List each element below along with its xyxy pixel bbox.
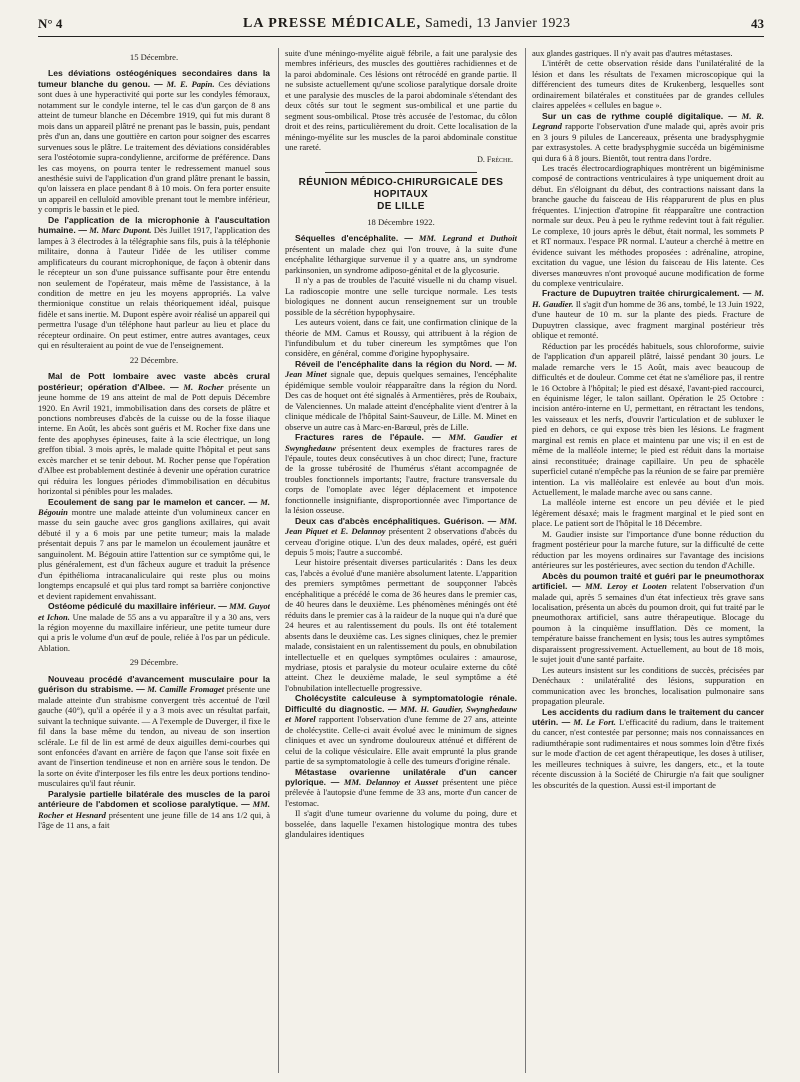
article-title: Réveil de l'encéphalite dans la région du Nord. —	[295, 358, 505, 369]
article-body: Ces déviations sont dues à une hyperactivité qui porte sur les condyles fémoraux, notamment sur le condyle interne, tel le cas d'un garçon de 8 ans atteint de tumeur blanche en Décembre 1919, qui fut mis durant 8 mois dans un appareil plâtré ne prenant pas le bassin, puis, pendant près d'un an, dans une gouttière en carton pour soigner des escarres survenues sous le plâtre. Le traitement des déviations considérables sera l'ostéotomie supra-condylienne, arciforme de préférence. Dans les cas moyens, on pourra tenter le redressement manuel sous anesthésie suivi de l'application d'un grand plâtre prenant le bassin, qu'on laissera en place pendant 8 à 10 mois. On fera porter ensuite un appareil en celluloïd amovible prenant tout le membre inférieur, y compris le bassin et le pied.	[38, 78, 270, 215]
session-date: 15 Décembre.	[129, 52, 179, 62]
column-3	[525, 48, 764, 1073]
article-title: Mal de Pott lombaire avec vaste abcès crural postérieur; opération d'Albee. —	[38, 371, 270, 392]
article-title: Deux cas d'abcès encéphalitiques. Guérison. —	[295, 515, 497, 526]
article-body: Il n'y a pas de troubles de l'acuité visuelle ni du champ visuel. La radioscopie montre une selle turcique normale. Les tests biologiques ne donnent aucun renseignement sur un trouble possible de la sécrétion hypophysaire.	[285, 275, 517, 317]
article-paragraph	[532, 288, 764, 340]
section-heading-line: DE LILLE	[377, 200, 425, 212]
article-body: Il s'agit d'un homme de 36 ans, tombé, le 13 Juin 1922, d'une hauteur de 10 m. sur la plante des pieds. Fracture de Dupuytren classique, avec fragment marginal postérieur très oblique et remonté.	[532, 298, 764, 341]
article-title: Paralysie partielle bilatérale des muscles de la paroi antérieure de l'abdomen et scoliose paralytique. —	[38, 788, 270, 810]
article-author: MM. Rocher et Hesnard	[38, 799, 270, 820]
section-heading-line: RÉUNION MÉDICO-CHIRURGICALE DES HOPITAUX	[298, 176, 504, 200]
article-title: Ostéome pédiculé du maxillaire inférieur. —	[48, 601, 227, 612]
article-body: présente une malade atteinte d'un strabisme convergent très accentué de l'œil gauche (40°), qu'il a opérée il y a 3 mois avec un résultat parfait, suivant la technique suivante. — A l'exemple de Duverger, il fixe le fil dans la base même du tendon, au niveau de son insertion sclérale. Le fil de lin est armé de deux aiguilles demi-courbes qui sont enfoncées d'avant en arrière de façon que l'anse soit fixée en avant de l'insertion tendineuse et non en arrière sous le tendon. De la sorte on évite d'interposer les fils entre les deux portions tendino-musculaires qu'il faut réunir.	[38, 684, 270, 789]
article-title: Nouveau procédé d'avancement musculaire pour la guérison du strabisme. —	[38, 673, 270, 695]
article-body: relatent l'observation d'un malade qui, après 5 semaines d'un état infectieux très grave sans localisation, présenta un abcès du poumon droit, qui fut traité par le pneumothorax artificiel, sans autre thérapeutique. Blocage du poumon à la cinquième insufflation. Dès ce moment, la température baisse franchement en lysis; tous les autres symptômes disparaissent progressivement. Actuellement, au bout de 18 mois, le sujet jouit d'une santé parfaite.	[532, 581, 764, 665]
article-author: MM. Leroy et Looten	[585, 581, 667, 592]
article-paragraph	[38, 789, 270, 831]
article-author: M. Marc Dupont.	[89, 225, 152, 236]
article-paragraph	[38, 371, 270, 496]
article-body: Réduction par les procédés habituels, sous chloroforme, suivie de l'application d'un appareil plâtré, laissé pendant 30 jours. Le malade remarche vers le 15 Août, mais avec beaucoup de difficultés et de douleur. Comme cet état ne s'améliore pas, il rentre le 16 Octobre à l'hôpital; le pied est désaxé, l'avant-pied raccourci, en équinisme léger, le talon saillant. Opération le 25 Octobre : incision antéro-interne en U, permettant, en rétractant les tendons, les vaisseaux et les nerfs, d'ouvrir l'articulation et de subluxer le pied en dehors, ce qui expose très bien les lésions. Le fragment marginal est remis en place et maintenu par une vis; il en est de même de la malléole interne; le pied est réduit dans la mortaise ainsi reconstituée; drainage capillaire. Un peu de sphacèle superficiel cutané n'empêche pas la réunion de se faire par première intention. La vis malléolaire est enlevée au bout d'un mois. Actuellement, le malade marche avec ou sans canne.	[532, 340, 764, 498]
divider	[325, 172, 477, 173]
article-author: MM. Guyot et Ichon.	[38, 601, 270, 622]
article-author: M. R. Legrand	[532, 110, 764, 132]
article-paragraph	[38, 68, 270, 214]
journal-name: LA PRESSE MÉDICALE,	[243, 16, 422, 31]
article-body: Les auteurs insistent sur les conditions de succès, précisées par Denéchaux : unilatéralité des lésions, suppuration en communication avec les bronches, localisation pulmonaire sans propagation pleurale.	[532, 664, 764, 707]
article-author: MM. Delannoy et Ausset	[343, 777, 439, 787]
article-paragraph	[285, 516, 517, 558]
article-author: M. E. Papin.	[166, 78, 215, 89]
article-body: suite d'une méningo-myélite aiguë fébrile, a fait une paralysie des membres inférieurs, des muscles des gouttières rachidiennes et de la paroi abdominale. Ces lésions ont rétrocédé en grande partie. Il ne subsiste actuellement qu'une scoliose paralytique dorsale droite et une paralysie des muscles de la paroi abdominale s'étendant des deux côtés sur tout le segment sus-ombilical et une partie du segment sous-ombilical. Ptose très accusée de l'estomac, du côlon droit et des reins, particulièrement du droit. Cette localisation de la méningo-myélite sur les muscles de la paroi abdominale constitue une rareté.	[285, 48, 517, 153]
article-paragraph	[38, 674, 270, 789]
article-body: aux glandes gastriques. Il n'y avait pas d'autres métastases.	[532, 48, 733, 58]
article-paragraph	[38, 497, 270, 602]
article-body: Une malade de 55 ans a vu apparaître il y a 30 ans, vers la région moyenne du maxillaire inférieur, une petite tumeur dure qui a pris le volume d'un œuf de poule, reliée à l'os par un pédicule. Ablation.	[38, 611, 270, 653]
article-author: MM. Jean Piquet et E. Delannoy	[285, 515, 517, 537]
article-title: Séquelles d'encéphalite. —	[295, 233, 413, 244]
article-body: présentent une jeune fille de 14 ans 1/2 qui, à l'âge de 11 ans, a fait	[38, 809, 270, 831]
section-heading	[285, 177, 517, 213]
article-body: Dès Juillet 1917, l'application des lampes à 3 électrodes à la télégraphie sans fils, puis à la téléphonie militaire, donna à l'auteur l'idée de les utiliser comme amplificateurs du courant microphonique, de façon à obtenir dans le récepteur un son d'une puissance suffisante pour être entendu non seulement de l'opérateur, mais même de l'assistance, à la condition de mettre en jeu les moyens appropriés. La valve thermionique constitue un relais théoriquement idéal, puisque fidèle et sans inertie. M. Dupont espère avoir réalisé un appareil qui permettra l'usage d'un téléphone haut parleur au lieu et place du récepteur ordinaire. On peut estimer, entre autres avantages, ceux qui en résulteraient au point de vue de l'enseignement.	[38, 225, 270, 351]
article-paragraph	[532, 571, 764, 665]
article-body: présentent une pièce prélevée à l'autopsie d'une femme de 33 ans, morte d'un cancer de l'estomac.	[285, 777, 517, 808]
article-body: présentent 2 observations d'abcès du cerveau d'origine otique. L'un des deux malades, opéré, est guéri depuis 5 mois; l'autre a succombé.	[285, 526, 517, 558]
article-body: présentent deux exemples de fractures rares de l'épaule, toutes deux consécutives à un choc direct; l'une, fracture de la grosse tubérosité de l'humérus s'étant accompagnée de troubles fonctionnels importants; l'autre, fracture transversale du corps de l'omoplate avec léger déplacement et impotence fonctionnelle insignifiante, disproportionnée avec l'importance de la lésion osseuse.	[285, 442, 517, 516]
signature: D. Fréche.	[477, 154, 513, 164]
article-paragraph	[532, 707, 764, 791]
article-body: Les auteurs voient, dans ce fait, une confirmation clinique de la théorie de MM. Camus et Roussy, qui attribuent à la région de l'infundibulum et du tuber cinereum les symptômes que l'on considère, en général, comme d'origine hypophysaire.	[285, 317, 517, 359]
article-author: M. Camille Fromaget	[147, 684, 225, 695]
article-author: M. Le Fort.	[573, 717, 616, 727]
article-body: L'efficacité du radium, dans le traitement du cancer, n'est contestée par personne; mais nos connaissances en radiumthérapie sont rudimentaires et nous sommes loin d'être fixés sur le mode d'action de cet agent thérapeutique, les doses à utiliser, les meilleures techniques à suivre, les dangers, etc., et la toute récente discussion à la Société de Chirurgie n'a fait que souligner les obscurités de la question. Aussi est-il important de	[532, 717, 764, 790]
article-author: M. Bégouin	[38, 496, 270, 518]
article-title: Métastase ovarienne unilatérale d'un cancer pylorique. —	[285, 766, 517, 787]
article-author: M. Jean Minet	[285, 358, 517, 380]
article-paragraph	[285, 693, 517, 766]
journal-title	[243, 16, 570, 32]
article-title: Sur un cas de rythme couplé digitalique. —	[542, 110, 737, 121]
article-body: M. Gaudier insiste sur l'importance d'une bonne réduction du fragment postérieur pour la marche future, sur la difficulté de cette réduction par les moyens ordinaires sur l'avantage des incisions antérieures sur les postérieures, avec section du tendon d'Achille.	[532, 528, 764, 571]
column-2	[278, 48, 517, 1073]
article-author: M. H. Gaudier.	[532, 288, 764, 309]
article-body: présente un jeune homme de 19 ans atteint de mal de Pott depuis Décembre 1920. En Avril 1921, immobilisation dans des corsets de plâtre et ponctions nombreuses d'abcès de la cuisse ou de la fosse iliaque interne. En Août, les abcès sont guéris et M. Rocher fixe dans une fente des apophyses épineuses, faite à la scie électrique, un long greffon tibial. 3 mois après, le malade quitte l'hôpital et peut sans excès marcher et se tenir debout. M. Rocher pense que l'opération d'Albee est probablement destinée à devenir une opération curatrice qui réduira les longues périodes d'immobilisation en décubitus horizontal si pénibles pour les malades.	[38, 381, 270, 497]
article-body: signale que, depuis quelques semaines, l'encéphalite épidémique semble vouloir réapparaître dans la région du Nord. Des cas de hoquet ont été signalés à Armentières, près de Roubaix, de Valenciennes. Un malade atteint d'encéphalite vient d'entrer à la clinique médicale de l'hôpital Saint-Sauveur, de Lille. M. Minet en observe un autre cas à Marc-en-Barœul, près de Lille.	[285, 369, 517, 432]
article-body: rapporte l'observation d'une malade qui, après avoir pris en 3 jours 9 pilules de Lancereaux, présenta une bradysphygmie par extrasystoles. A cette bradysphygmie succéda un bigéminisme qui dura 6 à 8 jours. Bientôt, tout rentra dans l'ordre.	[532, 121, 764, 163]
article-title: De l'application de la microphonie à l'auscultation humaine. —	[38, 214, 270, 236]
article-paragraph	[38, 601, 270, 653]
article-title: Abcès du poumon traité et guéri par le pneumothorax artificiel. —	[532, 570, 764, 592]
article-body: Leur histoire présentait diverses particularités : Dans les deux cas, l'abcès a évolué d'une manière absolument latente. L'apparition des premiers symptômes permettant de soupçonner l'abcès encéphalitique a précédé le coma de 36 heures dans le premier cas, de 40 heures dans le deuxième. Les phénomènes méningés ont été réduits dans le premier cas à la raideur de la nuque qui n'a duré que 24 heures et au ralentissement du pouls. Ils ont été totalement absents dans le deuxième cas. Les signes cliniques, chez le premier malade, consistaient en un ralentissement du pouls, en obnubilation intellectuelle et en quelques symptômes oculaires : amaurose, mydriase, ptosis et paralysie du moteur oculaire externe du côté atteint. Chez le deuxième malade, le seul symptôme a été l'obnubilation intellectuelle progressive.	[285, 557, 517, 693]
article-title: Les déviations ostéogéniques secondaires dans la tumeur blanche du genou. —	[38, 68, 270, 89]
issue-number: N° 4	[38, 16, 63, 31]
article-author: M. Rocher	[183, 381, 224, 392]
article-columns	[38, 48, 764, 1073]
page-header	[38, 12, 764, 37]
article-body: La malléole interne est encore un peu déviée et le pied légèrement désaxé; mais le fragment marginal et le pied sont en place. Le patient sort de l'hôpital le 18 Décembre.	[532, 497, 764, 529]
article-author: MM. Legrand et Duthoit	[418, 233, 517, 244]
page-number: 43	[750, 16, 764, 31]
article-title: Ecoulement de sang par le mamelon et cancer. —	[48, 496, 258, 507]
article-body: montre une malade atteinte d'un volumineux cancer en masse du sein gauche avec gros ganglions axillaires, qui avait débuté il y a 6 mois par une petite tumeur; mais la malade présentait depuis 7 ans par le mamelon un écoulement jaunâtre et sanguinolent. M. Bégouin attire l'attention sur ce symptôme qui, le plus généralement, est d'un fâcheux augure et traduit la présence d'un épithélioma intracanaliculaire qui reste plus ou moins longtemps encapsulé et qui plus tard rompt sa barrière conjonctive et devient rapidement envahissant.	[38, 507, 270, 601]
article-paragraph	[285, 359, 517, 432]
article-title: Les accidents du radium dans le traitement du cancer utérin. —	[532, 706, 764, 727]
session-date: 18 Décembre 1922.	[367, 216, 435, 227]
session-date: 22 Décembre.	[129, 354, 179, 365]
article-paragraph	[285, 432, 517, 516]
article-title: Fractures rares de l'épaule. —	[295, 432, 441, 443]
article-body: Les tracés électrocardiographiques montrèrent un bigéminisme composé de contractions ventriculaires à type uniquement droit au début. En s'éloignant du début, des contractions naissant dans la branche gauche du faisceau de His réapparurent de plus en plus fréquentes. L'injection d'atropine fit réapparaître une contraction normale sur deux. Peu à peu le rythme redevint tout à fait régulier. Le complexe, 10 jours après le début, était normal, les sommets P et RT normaux. l'espace PR normal. L'auteur a cherché à mettre en évidence suivant les méthodes proposées : adrénaline, atropine, excitation du vague, une lésion du faisceau de His latente. Ces diverses manœuvres n'ont provoqué aucune modification de forme du complexe ventriculaire.	[532, 162, 764, 288]
issue-date: Samedi, 13 Janvier 1923	[424, 16, 571, 31]
article-body: L'intérêt de cette observation réside dans l'unilatéralité de la lésion et dans les résultats de l'examen microscopique qui la différencient des tumeurs dites de Krukenberg, lesquelles sont ordinairement bilatérales et constituées par de grandes cellules claires appelées « cellules en bague ».	[532, 58, 764, 111]
article-paragraph	[532, 111, 764, 163]
article-body: présentent un malade chez qui l'on trouve, à la suite d'une encéphalite léthargique survenue il y a quatre ans, un syndrome parkinsonien, un syndrome adiposo-génital et de la glycosurie.	[285, 243, 517, 275]
article-body: Il s'agit d'une tumeur ovarienne du volume du poing, dure et bosselée, dans laquelle l'examen histologique montra des tubes glandulaires identiques	[285, 808, 517, 840]
article-author: MM. H. Gaudier, Swynghedauw et Morel	[285, 703, 517, 725]
session-date: 29 Décembre.	[129, 657, 179, 668]
article-body: rapportent l'observation d'une femme de 27 ans, atteinte de cholécystite. Celle-ci avait évolué avec le minimum de signes cliniques et avec un syndrome douloureux atténué et différent de celui de la colique vésiculaire. Elle avait emprunté la plus grande partie de sa symptomatologie à celle des tumeurs d'origine rénale.	[285, 714, 517, 767]
article-paragraph	[285, 767, 517, 809]
article-author: MM. Gaudier et Swynghedauw	[285, 432, 517, 453]
article-paragraph	[38, 215, 270, 351]
column-1	[38, 48, 270, 1073]
article-title: Cholécystite calculeuse à symptomatologie rénale. Difficulté du diagnostic. —	[285, 693, 517, 714]
article-paragraph	[285, 233, 517, 275]
article-title: Fracture de Dupuytren traitée chirurgicalement. —	[542, 288, 752, 299]
